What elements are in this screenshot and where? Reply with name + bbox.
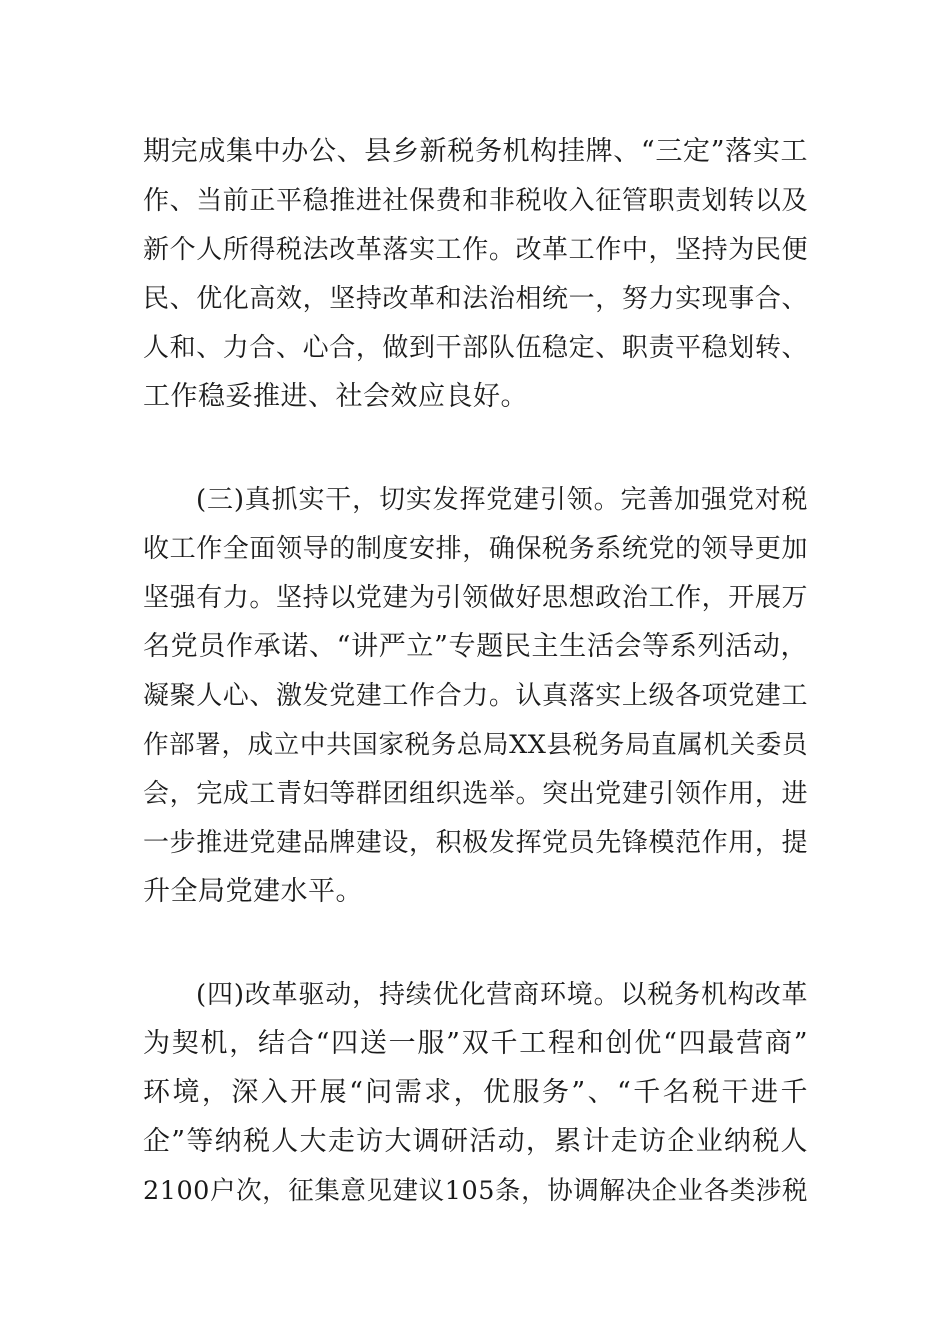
- text-line: 会，完成工青妇等群团组织选举。突出党建引领作用，进: [143, 779, 808, 809]
- text-line: 期完成集中办公、县乡新税务机构挂牌、“三定”落实工: [143, 136, 808, 167]
- text-line: 环境，深入开展“问需求，优服务”、“千名税干进千: [143, 1077, 808, 1108]
- text-line: 收工作全面领导的制度安排，确保税务系统党的领导更加: [143, 534, 808, 564]
- text-line: 新个人所得税法改革落实工作。改革工作中，坚持为民便: [143, 235, 808, 265]
- text-line: 民、优化高效，坚持改革和法治相统一，努力实现事合、: [143, 284, 808, 314]
- text-line: 工作稳妥推进、社会效应良好。: [143, 381, 528, 412]
- text-line: 坚强有力。坚持以党建为引领做好思想政治工作，开展万: [143, 583, 808, 613]
- text-line: 2100户次，征集意见建议105条，协调解决企业各类涉税: [143, 1176, 808, 1206]
- text-line: 企”等纳税人大走访大调研活动，累计走访企业纳税人: [143, 1126, 808, 1157]
- text-line: 人和、力合、心合，做到干部队伍稳定、职责平稳划转、: [143, 333, 808, 363]
- text-line: 升全局党建水平。: [143, 876, 363, 907]
- text-line: 凝聚人心、激发党建工作合力。认真落实上级各项党建工: [143, 681, 808, 711]
- section-heading-line: (四)改革驱动，持续优化营商环境。以税务机构改革: [196, 980, 808, 1010]
- text-line: 名党员作承诺、“讲严立”专题民主生活会等系列活动，: [143, 631, 808, 662]
- text-line: 一步推进党建品牌建设，积极发挥党员先锋模范作用，提: [143, 828, 808, 858]
- text-line: 作部署，成立中共国家税务总局XX县税务局直属机关委员: [143, 730, 808, 760]
- section-heading-line: (三)真抓实干，切实发挥党建引领。完善加强党对税: [196, 485, 808, 515]
- text-line: 为契机，结合“四送一服”双千工程和创优“四最营商”: [143, 1028, 808, 1059]
- text-line: 作、当前正平稳推进社保费和非税收入征管职责划转以及: [143, 186, 808, 216]
